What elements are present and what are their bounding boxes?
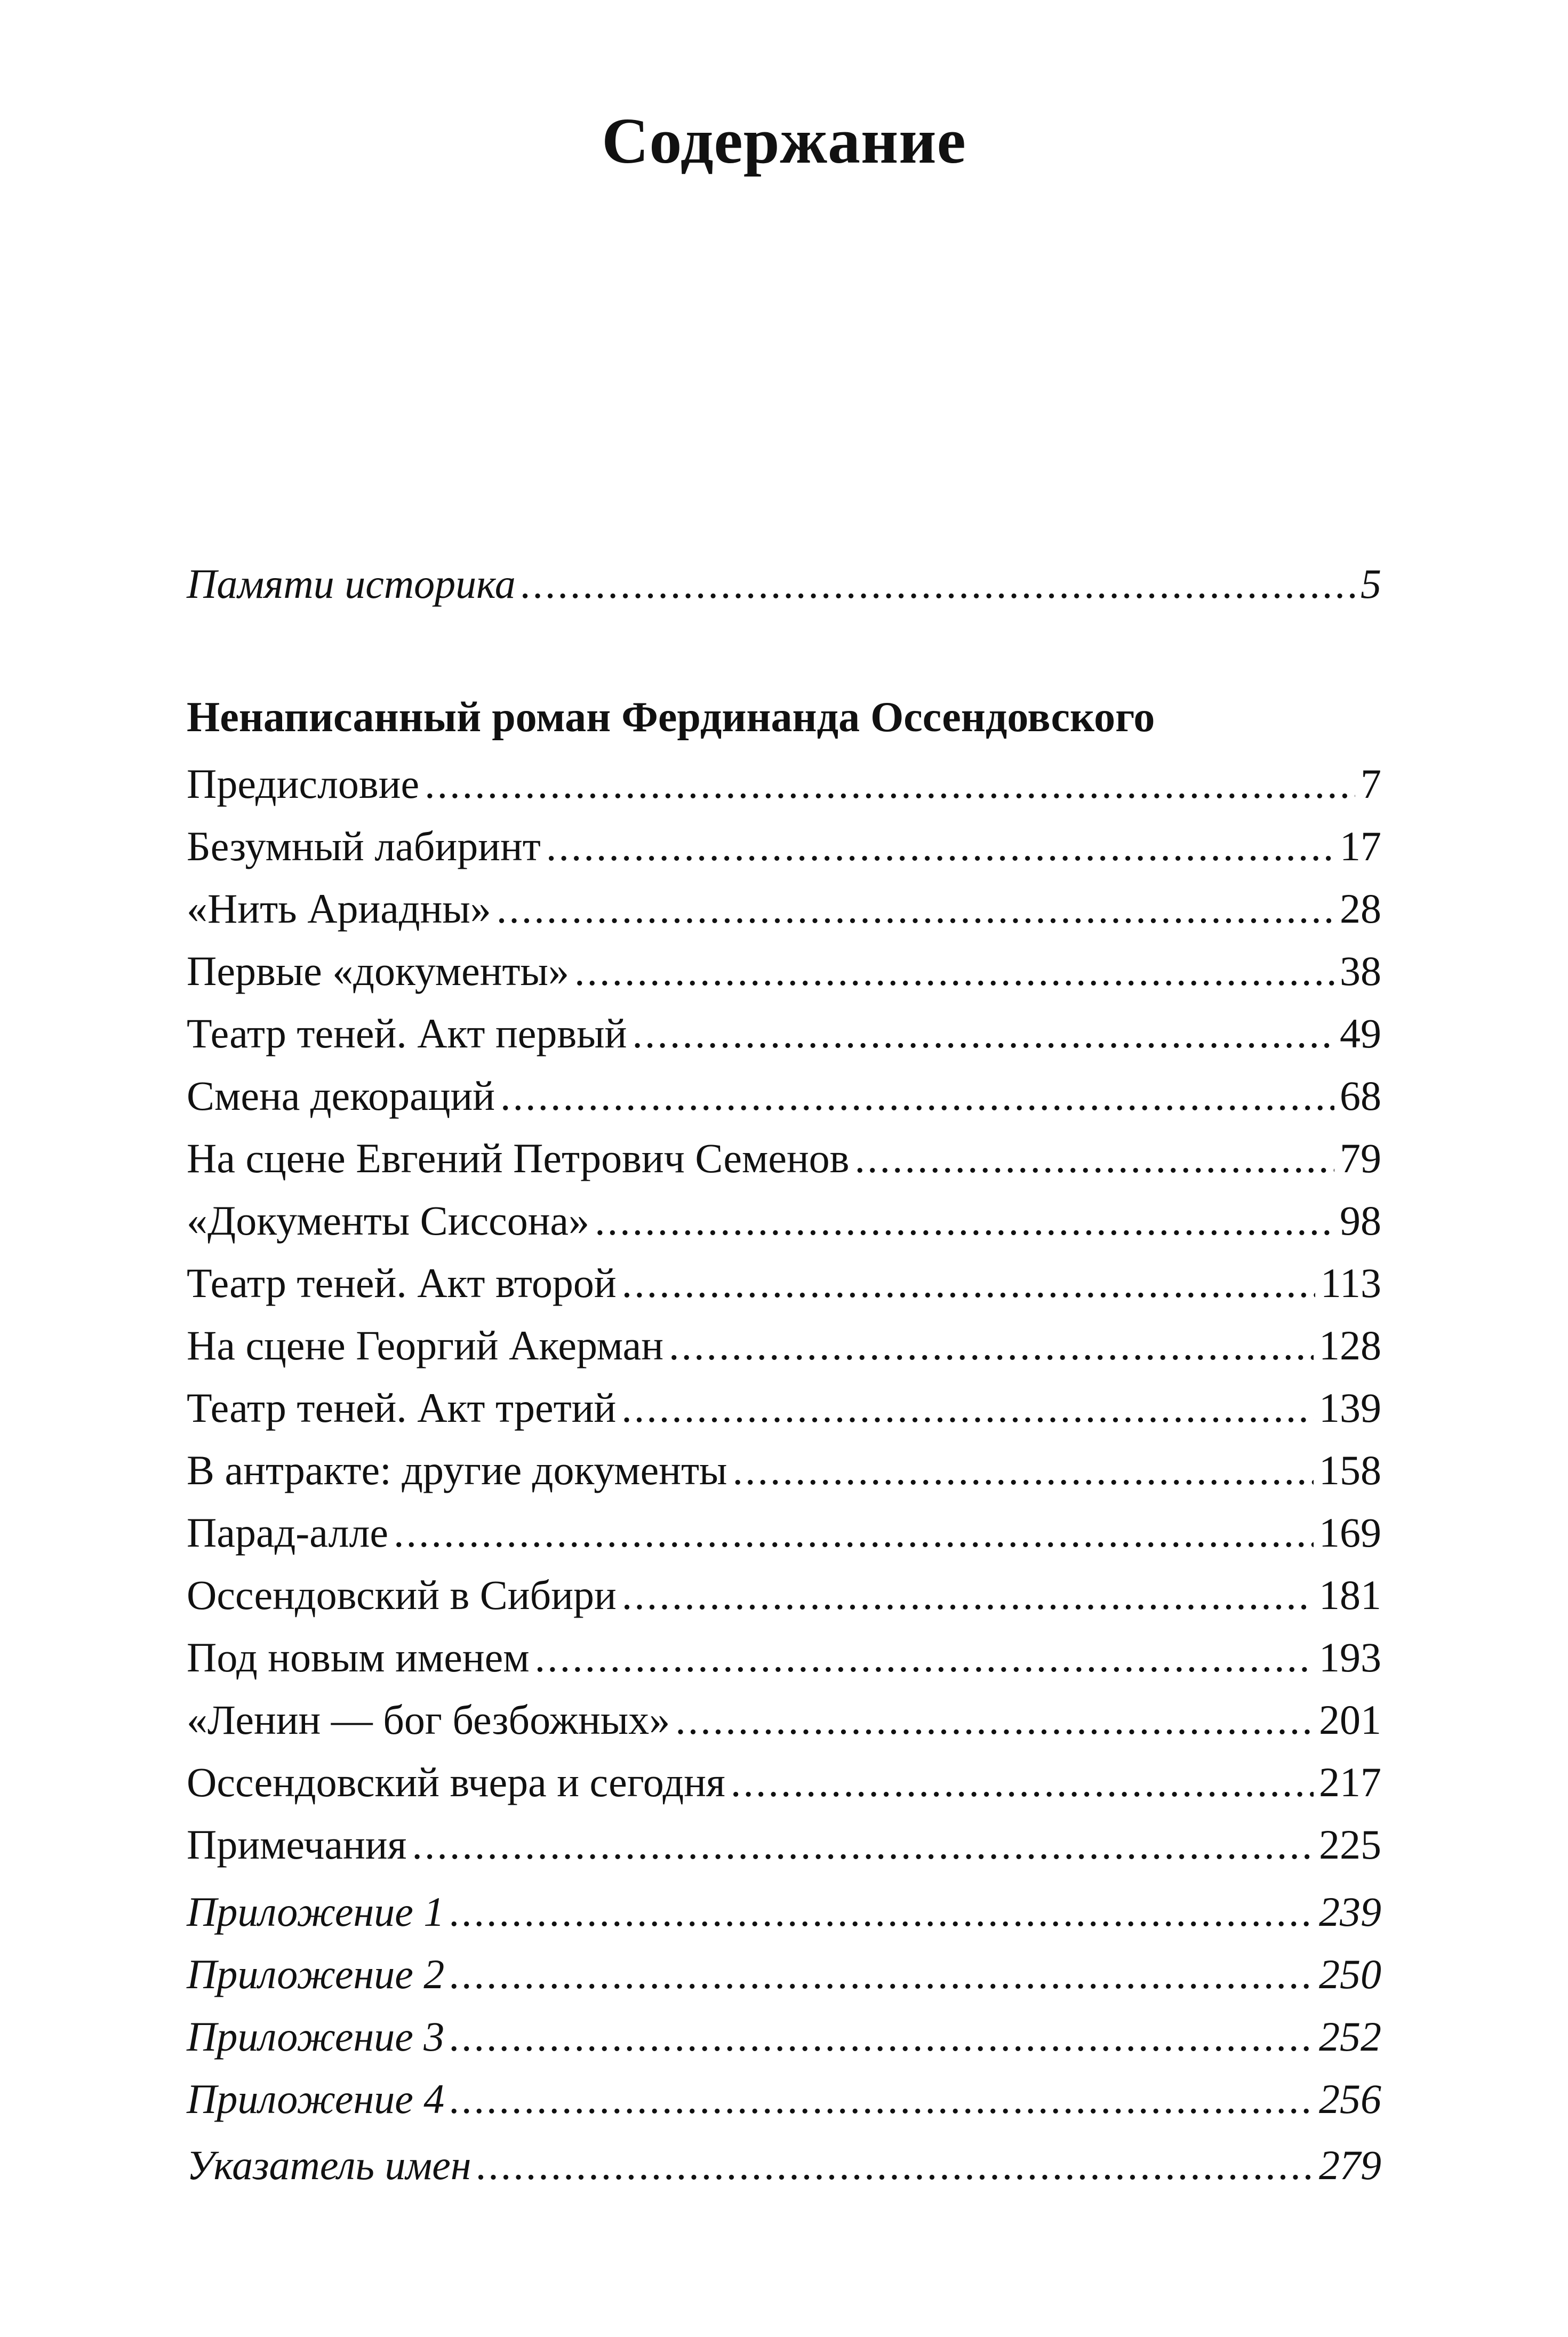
toc-entry-page: 17 xyxy=(1340,823,1381,869)
toc-entry-label: Оссендовский в Сибири xyxy=(187,1572,617,1618)
toc-leader-dots xyxy=(500,1069,1334,1123)
toc-entry-page: 239 xyxy=(1319,1888,1381,1935)
toc-entry-label: На сцене Георгий Акерман xyxy=(187,1322,663,1368)
toc-entry-chapter[interactable] xyxy=(187,882,1381,935)
toc-leader-dots xyxy=(477,2139,1314,2192)
toc-entry-label: Театр теней. Акт первый xyxy=(187,1010,627,1057)
toc-entry-chapter[interactable] xyxy=(187,1631,1381,1684)
toc-entry-chapter[interactable] xyxy=(187,1256,1381,1310)
toc-leader-dots xyxy=(546,820,1334,873)
toc-entry-page: 28 xyxy=(1340,885,1381,932)
toc-leader-dots xyxy=(595,1194,1334,1247)
toc-entry-label: Театр теней. Акт второй xyxy=(187,1260,617,1306)
toc-entry-label: Первые «документы» xyxy=(187,948,569,994)
toc-entry-label: «Нить Ариадны» xyxy=(187,885,491,932)
toc-leader-dots xyxy=(394,1506,1314,1559)
toc-entry-label: «Документы Сиссона» xyxy=(187,1197,590,1244)
toc-entry-label: Приложение 4 xyxy=(187,2076,445,2122)
toc-entry-memorial[interactable] xyxy=(187,557,1381,611)
toc-leader-dots xyxy=(675,1693,1314,1747)
toc-entry-label: На сцене Евгений Петрович Семенов xyxy=(187,1135,850,1181)
toc-entry-chapter[interactable] xyxy=(187,1568,1381,1622)
toc-leader-dots xyxy=(450,2072,1314,2126)
toc-entry-page: 68 xyxy=(1340,1073,1381,1119)
toc-entry-chapter[interactable] xyxy=(187,1818,1381,1871)
section-heading: Ненаписанный роман Фердинанда Оссендовского xyxy=(187,694,1155,741)
toc-entry-appendix[interactable] xyxy=(187,1885,1381,1939)
toc-entry-page: 181 xyxy=(1319,1572,1381,1618)
toc-entry-page: 79 xyxy=(1340,1135,1381,1181)
toc-entry-page: 279 xyxy=(1319,2142,1381,2188)
toc-entry-chapter[interactable] xyxy=(187,1007,1381,1060)
toc-entry-chapter[interactable] xyxy=(187,1319,1381,1372)
toc-entry-label: «Ленин — бог безбожных» xyxy=(187,1696,670,1743)
toc-leader-dots xyxy=(574,945,1334,998)
toc-leader-dots xyxy=(450,2010,1314,2063)
toc-leader-dots xyxy=(450,1885,1314,1939)
toc-entry-appendix[interactable] xyxy=(187,2072,1381,2126)
toc-entry-chapter[interactable] xyxy=(187,1444,1381,1497)
toc-entry-page: 7 xyxy=(1361,761,1381,807)
toc-leader-dots xyxy=(535,1631,1314,1684)
toc-leader-dots xyxy=(412,1818,1314,1871)
toc-entry-label: Безумный лабиринт xyxy=(187,823,541,869)
toc-leader-dots xyxy=(425,757,1355,811)
toc-entry-chapter[interactable] xyxy=(187,1194,1381,1247)
toc-entry-index[interactable] xyxy=(187,2139,1381,2192)
toc-entry-page: 193 xyxy=(1319,1634,1381,1680)
toc-entry-chapter[interactable] xyxy=(187,1132,1381,1185)
toc-entry-label: Смена декораций xyxy=(187,1073,495,1119)
toc-entry-page: 49 xyxy=(1340,1010,1381,1057)
toc-leader-dots xyxy=(521,557,1355,611)
toc-leader-dots xyxy=(669,1319,1314,1372)
toc-entry-appendix[interactable] xyxy=(187,1948,1381,2001)
toc-leader-dots xyxy=(731,1756,1314,1809)
toc-entry-appendix[interactable] xyxy=(187,2010,1381,2063)
toc-entry-page: 139 xyxy=(1319,1384,1381,1431)
toc-entry-chapter[interactable] xyxy=(187,820,1381,873)
toc-entry-label: Парад-алле xyxy=(187,1509,389,1556)
toc-entry-label: В антракте: другие документы xyxy=(187,1447,727,1493)
toc-entry-page: 225 xyxy=(1319,1821,1381,1868)
toc-entry-chapter[interactable] xyxy=(187,945,1381,998)
toc-entry-chapter[interactable] xyxy=(187,757,1381,811)
toc-leader-dots xyxy=(622,1256,1315,1310)
toc-entry-page: 217 xyxy=(1319,1759,1381,1805)
toc-entry-label: Примечания xyxy=(187,1821,407,1868)
toc-entry-chapter[interactable] xyxy=(187,1069,1381,1123)
toc-entry-page: 169 xyxy=(1319,1509,1381,1556)
toc-entry-label: Приложение 3 xyxy=(187,2013,445,2060)
toc-entry-page: 201 xyxy=(1319,1696,1381,1743)
toc-entry-page: 250 xyxy=(1319,1951,1381,1997)
toc-leader-dots xyxy=(497,882,1334,935)
toc-entry-label: Оссендовский вчера и сегодня xyxy=(187,1759,725,1805)
toc-leader-dots xyxy=(632,1007,1334,1060)
toc-entry-page: 128 xyxy=(1319,1322,1381,1368)
toc-entry-chapter[interactable] xyxy=(187,1506,1381,1559)
toc-entry-page: 38 xyxy=(1340,948,1381,994)
toc-entry-page: 158 xyxy=(1319,1447,1381,1493)
toc-entry-chapter[interactable] xyxy=(187,1693,1381,1747)
toc-entry-page: 98 xyxy=(1340,1197,1381,1244)
toc-entry-page: 252 xyxy=(1319,2013,1381,2060)
toc-leader-dots xyxy=(621,1381,1314,1435)
toc-entry-chapter[interactable] xyxy=(187,1756,1381,1809)
toc-entry-chapter[interactable] xyxy=(187,1381,1381,1435)
toc-leader-dots xyxy=(622,1568,1314,1622)
toc-leader-dots xyxy=(855,1132,1334,1185)
toc-entry-page: 5 xyxy=(1361,561,1381,607)
page-title: Содержание xyxy=(602,105,966,177)
toc-entry-label: Театр теней. Акт третий xyxy=(187,1384,617,1431)
toc-leader-dots xyxy=(450,1948,1314,2001)
toc-entry-label: Предисловие xyxy=(187,761,420,807)
toc-leader-dots xyxy=(732,1444,1314,1497)
toc-entry-label: Приложение 2 xyxy=(187,1951,445,1997)
toc-entry-label: Памяти историка xyxy=(187,561,516,607)
toc-entry-page: 256 xyxy=(1319,2076,1381,2122)
toc-entry-label: Под новым именем xyxy=(187,1634,530,1680)
toc-entry-page: 113 xyxy=(1320,1260,1381,1306)
toc-entry-label: Указатель имен xyxy=(187,2142,471,2188)
toc-entry-label: Приложение 1 xyxy=(187,1888,445,1935)
